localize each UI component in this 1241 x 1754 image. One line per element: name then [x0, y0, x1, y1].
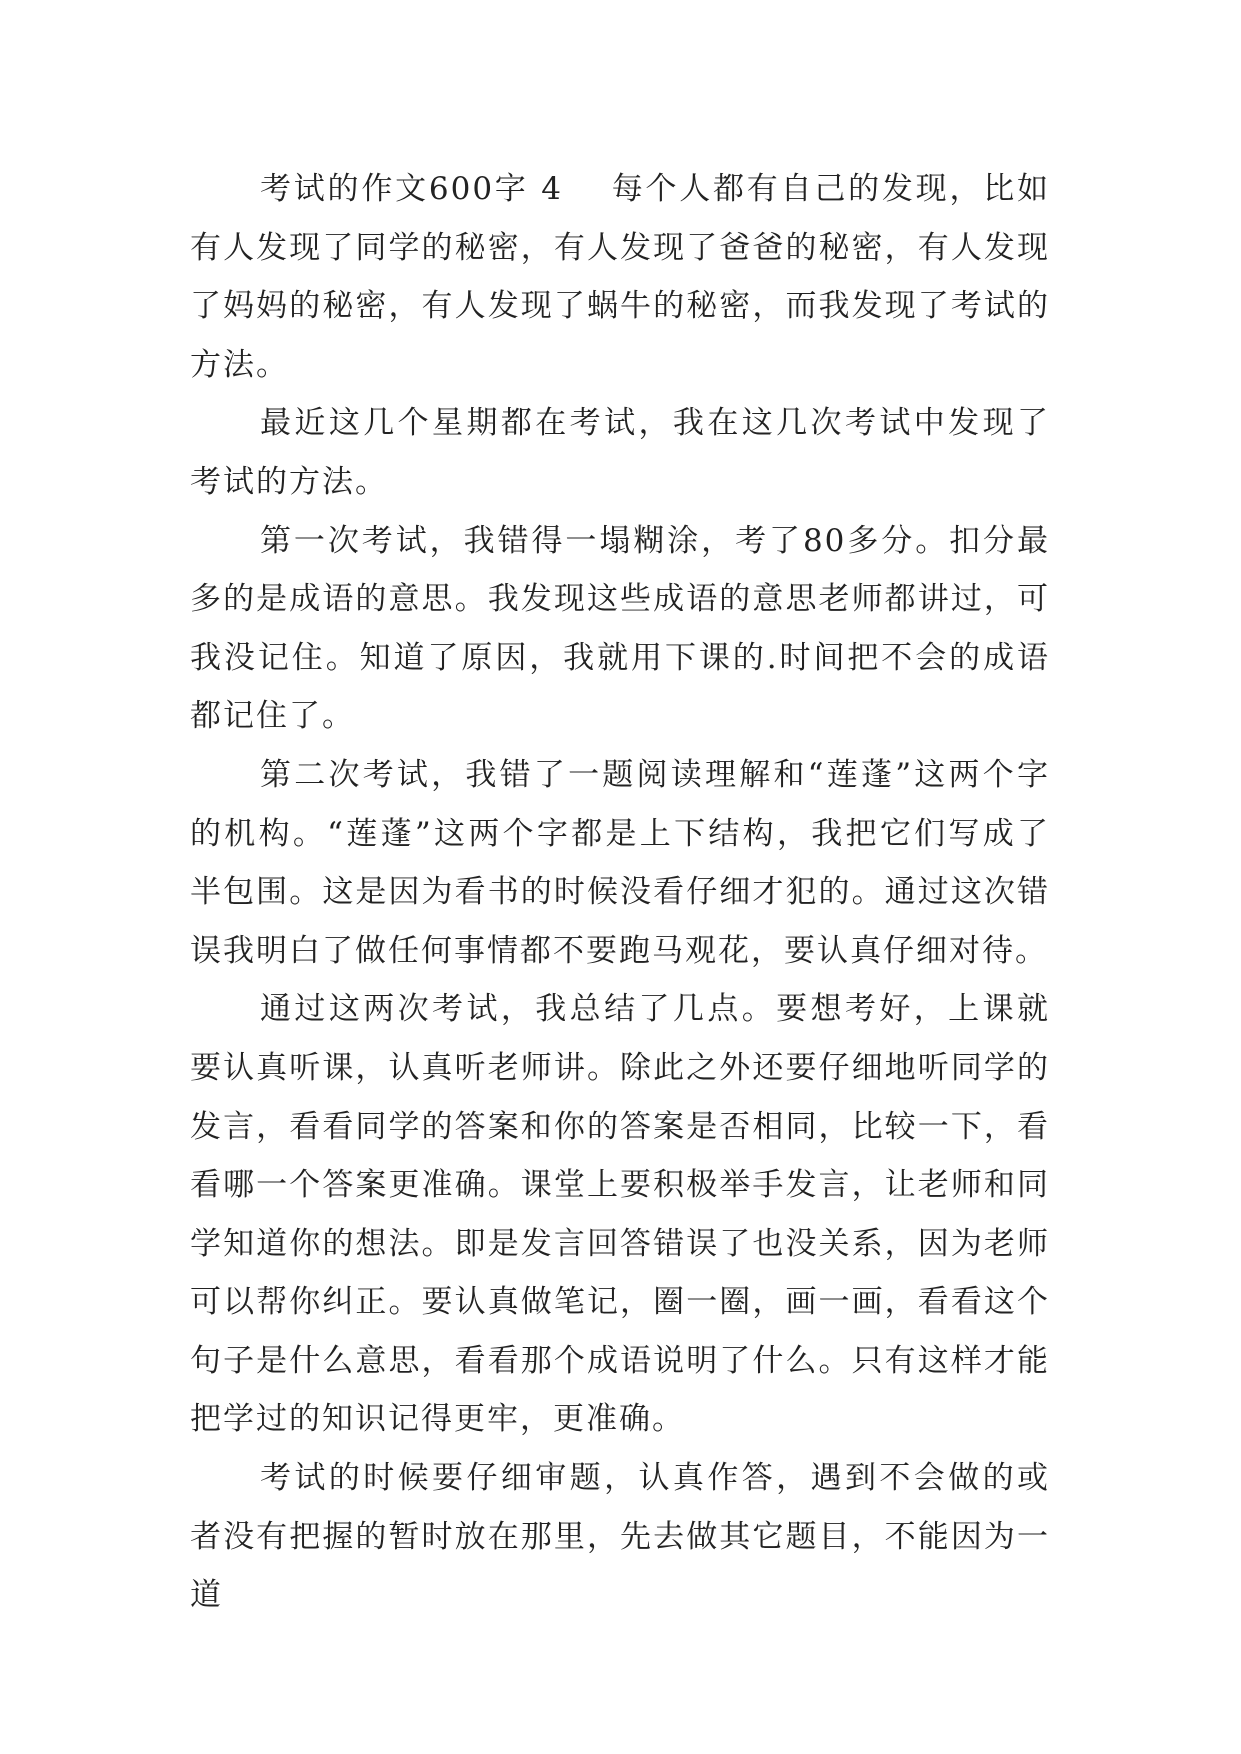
document-body [190, 160, 1050, 1625]
paragraph-1-text: 每个人都有自己的发现，比如有人发现了同学的秘密，有人发现了爸爸的秘密，有人发现了妈妈的秘密，有人发现了蜗牛的秘密，而我发现了考试的方法。 [190, 171, 1050, 383]
paragraph-3: 第一次考试，我错得一塌糊涂，考了80多分。扣分最多的是成语的意思。我发现这些成语的意思老师都讲过，可我没记住。知道了原因，我就用下课的.时间把不会的成语都记住了。 [190, 522, 1050, 735]
paragraph-5: 通过这两次考试，我总结了几点。要想考好，上课就要认真听课，认真听老师讲。除此之外还要仔细地听同学的发言，看看同学的答案和你的答案是否相同，比较一下，看看哪一个答案更准确。课堂上要积极举手发言，让老师和同学知道你的想法。即是发言回答错误了也没关系，因为老师可以帮你纠正。要认真做笔记，圈一圈，画一画，看看这个句子是什么意思，看看那个成语说明了什么。只有这样才能把学过的知识记得更牢，更准确。 [190, 991, 1050, 1438]
paragraph-4: 第二次考试，我错了一题阅读理解和“莲蓬”这两个字的机构。“莲蓬”这两个字都是上下结构，我把它们写成了半包围。这是因为看书的时候没看仔细才犯的。通过这次错误我明白了做任何事情都不要跑马观花，要认真仔细对待。 [190, 756, 1050, 969]
paragraph-1 [190, 160, 1050, 394]
paragraph-6: 考试的时候要仔细审题，认真作答，遇到不会做的或者没有把握的暂时放在那里，先去做其它题目，不能因为一道 [190, 1460, 1050, 1614]
document-heading: 考试的作文600字 4 [260, 171, 563, 207]
paragraph-2: 最近这几个星期都在考试，我在这几次考试中发现了考试的方法。 [190, 405, 1050, 500]
